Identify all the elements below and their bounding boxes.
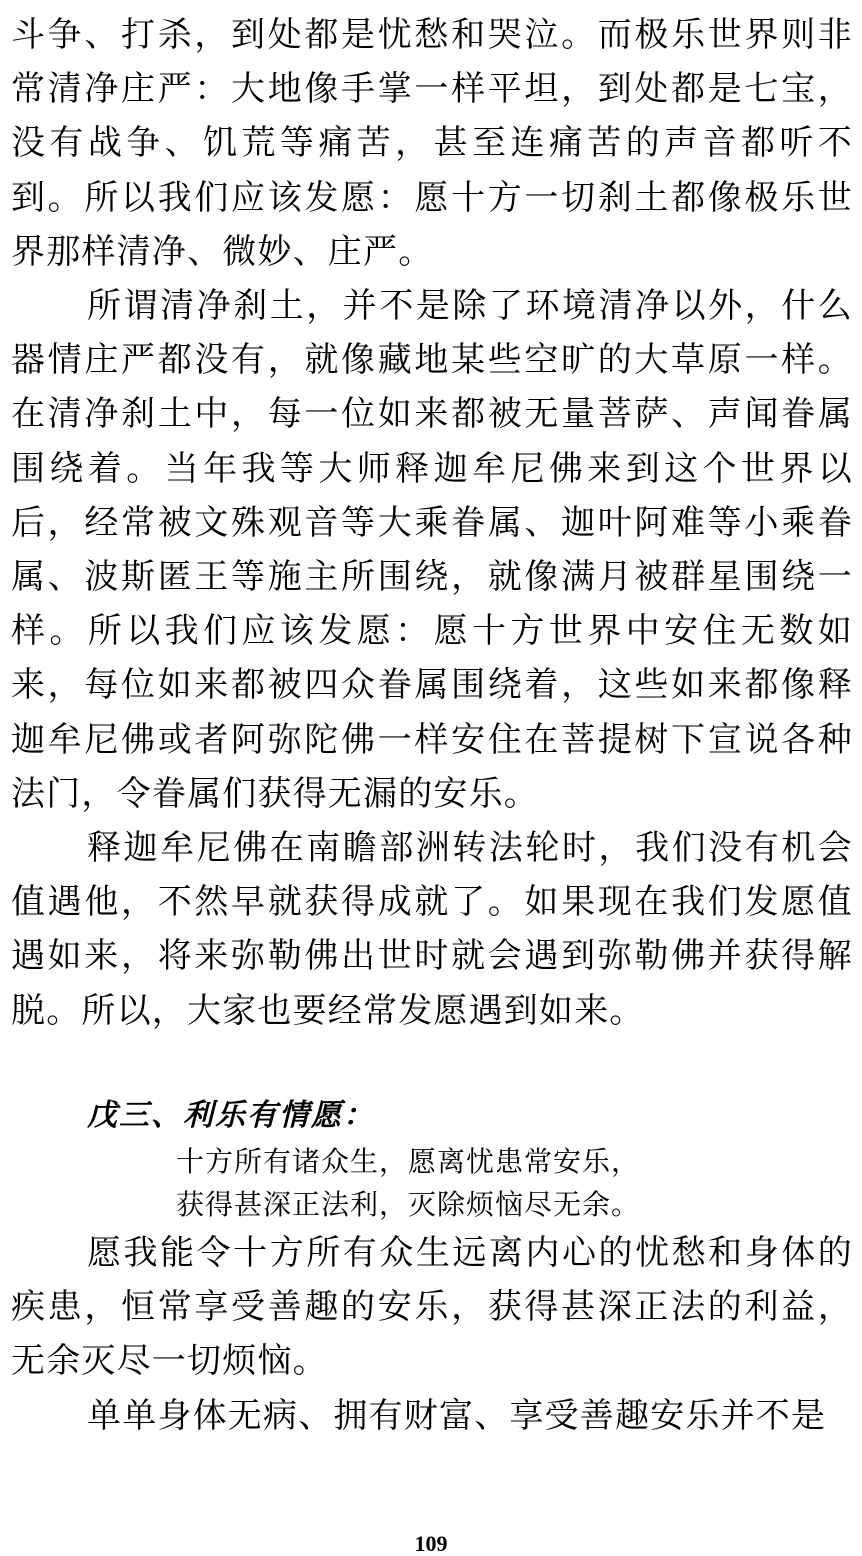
body-text — [11, 8, 853, 1038]
page-number: 109 — [414, 1531, 448, 1556]
paragraph-meet-tathagata: 释迦牟尼佛在南瞻部洲转法轮时，我们没有机会值遇他，不然早就获得成就了。如果现在我们发愿值遇如来，将来弥勒佛出世时就会遇到弥勒佛并获得解脱。所以，大家也要经常发愿遇到如来。 — [11, 828, 853, 1031]
paragraph-continued: 斗争、打杀，到处都是忧愁和哭泣。而极乐世界则非常清净庄严：大地像手掌一样平坦，到处都是七宝，没有战争、饥荒等痛苦，甚至连痛苦的声音都听不到。所以我们应该发愿：愿十方一切刹土都像极乐世界那样清净、微妙、庄严。 — [11, 15, 853, 272]
paragraph-continues: 单单身体无病、拥有财富、享受善趣安乐并不是 — [87, 1395, 827, 1436]
verse-line: 获得甚深正法利，灭除烦恼尽无余。 — [176, 1188, 641, 1221]
section-benefit-beings — [11, 1092, 853, 1443]
section-heading: 戊三、利乐有情愿： — [87, 1098, 375, 1133]
paragraph-pure-land: 所谓清净刹土，并不是除了环境清净以外，什么器情庄严都没有，就像藏地某些空旷的大草原一样。在清净刹土中，每一位如来都被无量菩萨、声闻眷属围绕着。当年我等大师释迦牟尼佛来到这个世界以后，经常被文殊观音等大乘眷属、迦叶阿难等小乘眷属、波斯匿王等施主所围绕，就像满月被群星围绕一样。所以我们应该发愿：愿十方世界中安住无数如来，每位如来都被四众眷属围绕着，这些如来都像释迦牟尼佛或者阿弥陀佛一样安住在菩提树下宣说各种法门，令眷属们获得无漏的安乐。 — [11, 286, 853, 814]
verse-line: 十方所有诸众生，愿离忧患常安乐， — [176, 1145, 641, 1178]
paragraph-explanation: 愿我能令十方所有众生远离内心的忧愁和身体的疾患，恒常享受善趣的安乐，获得甚深正法的利益，无余灭尽一切烦恼。 — [11, 1233, 853, 1382]
